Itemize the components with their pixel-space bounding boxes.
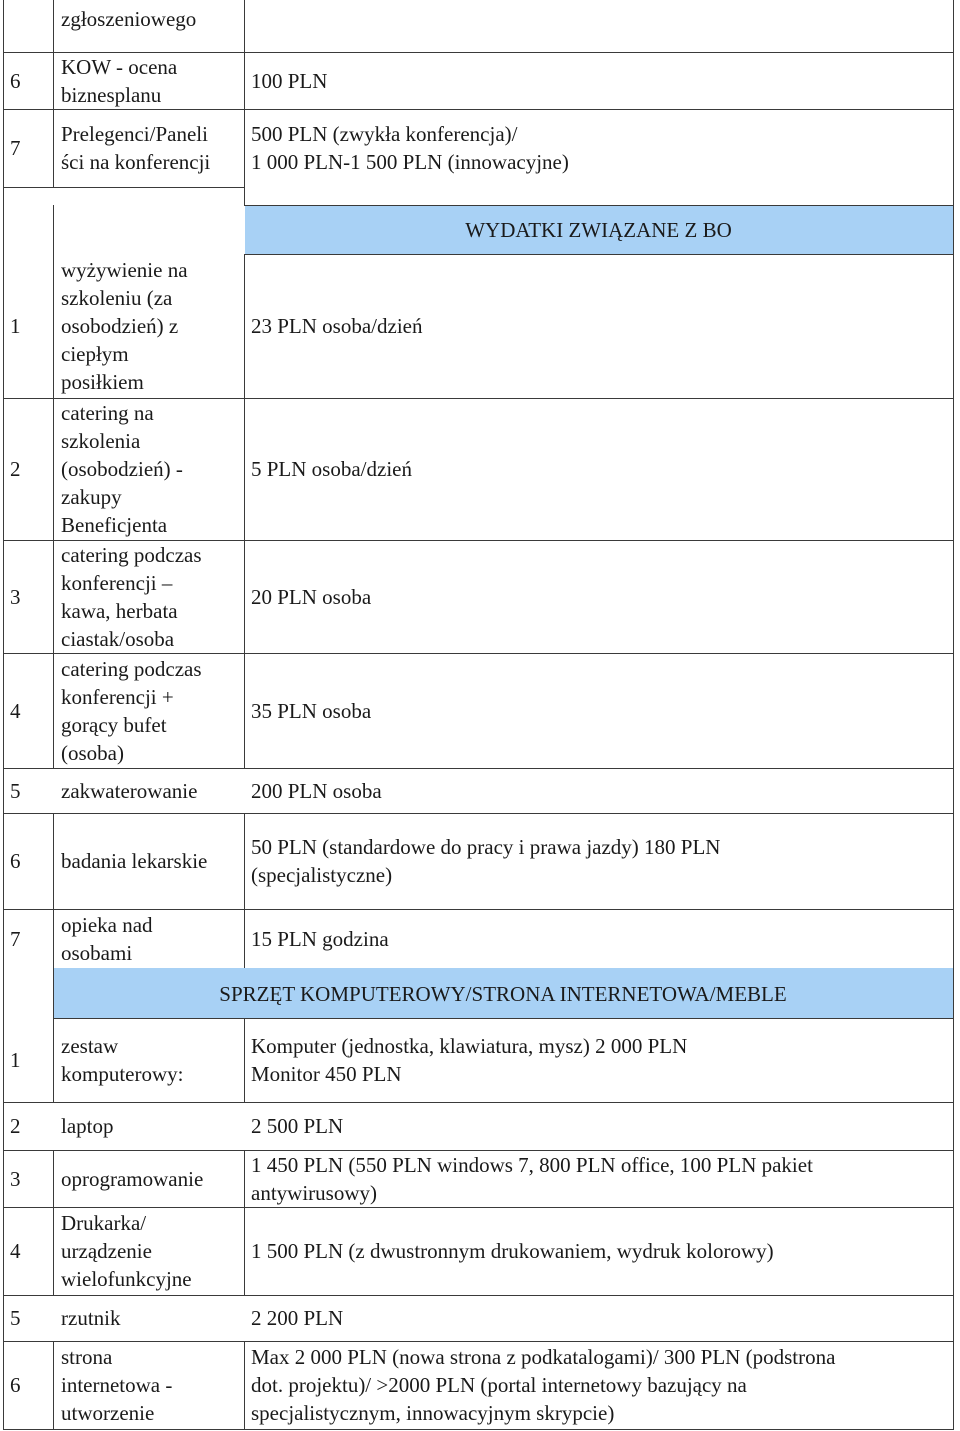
row-label: ciepłym (61, 342, 129, 366)
table-rule (3, 0, 4, 1430)
row-number: 5 (10, 778, 21, 803)
row-number: 6 (10, 849, 21, 873)
table-rule (244, 254, 245, 768)
row-label: zakwaterowanie (61, 778, 198, 803)
row-number: 4 (10, 1239, 21, 1263)
table-rule (3, 187, 244, 188)
row-value: Max 2 000 PLN (nowa strona z podkatalogami)/ 300 PLN (podstrona (251, 1345, 836, 1369)
row-label: (osobodzień) - (61, 457, 183, 481)
row-value: 1 450 PLN (550 PLN windows 7, 800 PLN office, 100 PLN pakiet (251, 1152, 813, 1177)
row-label: szkoleniu (za (61, 286, 173, 310)
row-number: 5 (10, 1306, 21, 1330)
row-label: wielofunkcyjne (61, 1267, 192, 1291)
row-number: 3 (10, 584, 21, 609)
row-value: 200 PLN osoba (251, 778, 382, 803)
row-label: zgłoszeniowego (61, 7, 197, 31)
row-value: 2 200 PLN (251, 1306, 344, 1330)
row-label: zakupy (61, 485, 122, 509)
row-label: Drukarka/ (61, 1211, 147, 1235)
row-label: konferencji – (61, 570, 173, 595)
table-rule (3, 1295, 953, 1296)
row-value: 20 PLN osoba (251, 584, 372, 609)
row-label: osobodzień) z (61, 314, 179, 338)
row-value: 1 500 PLN (z dwustronnym drukowaniem, wydruk kolorowy) (251, 1239, 774, 1263)
row-label: konferencji + (61, 684, 174, 709)
table-rule (53, 813, 54, 968)
row-label: urządzenie (61, 1239, 152, 1263)
row-value: antywirusowy) (251, 1180, 377, 1205)
row-value: Monitor 450 PLN (251, 1062, 402, 1086)
row-label: ciastak/osoba (61, 626, 175, 651)
table-rule (244, 0, 245, 205)
row-label: KOW - ocena (61, 54, 178, 79)
row-number: 6 (10, 1373, 21, 1397)
table-rule (3, 1207, 953, 1208)
row-number: 7 (10, 926, 21, 951)
table-rule (53, 1150, 54, 1295)
row-number: 1 (10, 1048, 21, 1072)
row-label: szkolenia (61, 429, 141, 453)
row-value: 500 PLN (zwykła konferencja)/ (251, 122, 518, 146)
row-label: zestaw (61, 1034, 119, 1058)
row-label: (osoba) (61, 740, 124, 765)
section-header-hardware: SPRZĘT KOMPUTEROWY/STRONA INTERNETOWA/MEBLE (219, 982, 787, 1006)
row-value: 23 PLN osoba/dzień (251, 314, 423, 338)
table-rule (53, 1018, 953, 1019)
row-number: 2 (10, 1114, 21, 1138)
row-label: oprogramowanie (61, 1166, 204, 1191)
table-rule (53, 1341, 54, 1429)
table-rule (3, 109, 953, 110)
table-rule (953, 0, 954, 1430)
row-value: (specjalistyczne) (251, 863, 393, 887)
row-number: 2 (10, 457, 21, 481)
row-label: catering podczas (61, 656, 202, 681)
row-label: utworzenie (61, 1401, 155, 1425)
row-value: specjalistycznym, innowacyjnym skrypcie) (251, 1401, 615, 1425)
table-rule (53, 968, 54, 1102)
row-value: 1 000 PLN-1 500 PLN (innowacyjne) (251, 150, 569, 174)
row-number: 7 (10, 136, 21, 160)
row-label: catering na (61, 401, 154, 425)
row-label: laptop (61, 1114, 114, 1138)
row-value: 2 500 PLN (251, 1114, 344, 1138)
row-number: 6 (10, 68, 21, 93)
table-rule (244, 1150, 245, 1295)
row-value: 15 PLN godzina (251, 926, 389, 951)
row-label: opieka nad (61, 912, 153, 937)
row-label: catering podczas (61, 542, 202, 567)
table-rule (244, 1341, 245, 1429)
table-rule (3, 1102, 953, 1103)
row-value: 5 PLN osoba/dzień (251, 457, 412, 481)
row-label: ści na konferencji (61, 150, 211, 174)
table-rule (3, 813, 953, 814)
table-rule (3, 1341, 953, 1342)
row-label: strona (61, 1345, 113, 1369)
row-label: internetowa - (61, 1373, 173, 1397)
row-label: rzutnik (61, 1306, 121, 1330)
row-label: Prelegenci/Paneli (61, 122, 208, 146)
table-rule (244, 1018, 245, 1102)
row-value: Komputer (jednostka, klawiatura, mysz) 2 000 PLN (251, 1034, 688, 1058)
row-value: 50 PLN (standardowe do pracy i prawa jazdy) 180 PLN (251, 835, 721, 859)
table-rule (53, 205, 54, 768)
row-label: biznesplanu (61, 82, 162, 107)
row-label: gorący bufet (61, 712, 167, 737)
row-value: dot. projektu)/ >2000 PLN (portal internetowy bazujący na (251, 1373, 747, 1397)
row-number: 3 (10, 1166, 21, 1191)
row-label: posiłkiem (61, 370, 144, 394)
row-number: 4 (10, 698, 21, 723)
table-rule (53, 0, 54, 187)
table-rule (3, 768, 953, 769)
row-label: wyżywienie na (61, 258, 188, 282)
row-label: Beneficjenta (61, 513, 168, 537)
section-header-bo: WYDATKI ZWIĄZANE Z BO (465, 218, 732, 242)
row-value: 100 PLN (251, 68, 328, 93)
row-label: osobami (61, 940, 133, 965)
table-rule (244, 254, 953, 255)
row-label: badania lekarskie (61, 849, 208, 873)
row-label: komputerowy: (61, 1062, 184, 1086)
row-value: 35 PLN osoba (251, 698, 372, 723)
table-rule (3, 1429, 953, 1430)
row-label: kawa, herbata (61, 598, 178, 623)
table-rule (244, 813, 245, 968)
row-number: 1 (10, 314, 21, 338)
